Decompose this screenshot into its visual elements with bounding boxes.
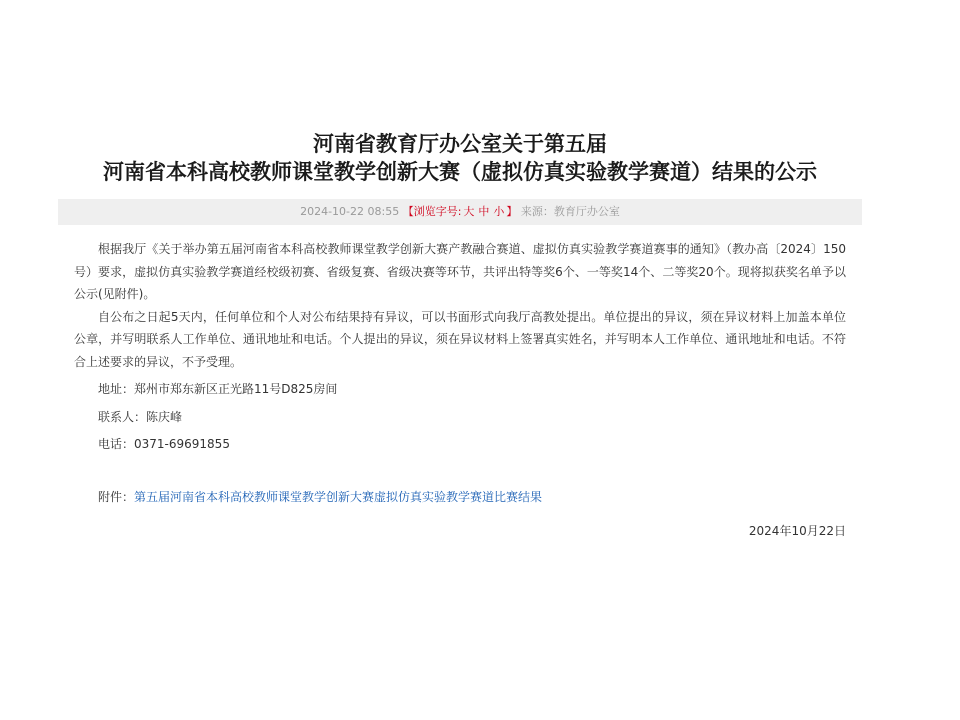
publish-datetime: 2024-10-22 08:55 bbox=[300, 205, 400, 218]
signature-date: 2024年10月22日 bbox=[748, 524, 846, 538]
article-title bbox=[58, 130, 862, 186]
title-line-1: 河南省教育厅办公室关于第五届 bbox=[313, 132, 607, 156]
article-meta-bar bbox=[58, 199, 862, 225]
attachment-link[interactable]: 第五届河南省本科高校教师课堂教学创新大赛虚拟仿真实验教学赛道比赛结果 bbox=[134, 489, 543, 504]
paragraph-objection: 自公布之日起5天内，任何单位和个人对公布结果持有异议，可以书面形式向我厅高教处提出。单位提出的异议，须在异议材料上加盖本单位公章，并写明联系人工作单位、通讯地址和电话。个人提出的异议，须在异议材料上签署真实姓名，并写明本人工作单位、通讯地址和电话。不符合上述要求的异议，不予受理。 bbox=[74, 309, 846, 369]
article-body bbox=[58, 238, 862, 543]
contact-person: 联系人：陈庆峰 bbox=[98, 409, 183, 424]
article-source: 来源：教育厅办公室 bbox=[520, 205, 620, 218]
article bbox=[58, 130, 862, 555]
font-size-label: 【浏览字号: bbox=[402, 205, 462, 218]
attachment-row bbox=[74, 486, 846, 509]
attachment-label: 附件： bbox=[98, 489, 135, 504]
paragraph-announcement: 根据我厅《关于举办第五届河南省本科高校教师课堂教学创新大赛产教融合赛道、虚拟仿真实验教学赛道赛事的通知》（教办高〔2024〕150号）要求，虚拟仿真实验教学赛道经校级初赛、省级复赛、省级决赛等环节，共评出特等奖6个、一等奖14个、二等奖20个。现将拟获奖名单予以公示(见附件)。 bbox=[74, 242, 846, 301]
title-line-2: 河南省本科高校教师课堂教学创新大赛（虚拟仿真实验教学赛道）结果的公示 bbox=[103, 160, 817, 184]
font-size-bracket-close: 】 bbox=[506, 205, 518, 218]
font-size-small-button[interactable]: 小 bbox=[493, 205, 505, 218]
contact-phone: 电话：0371-69691855 bbox=[98, 437, 230, 451]
contact-address: 地址：郑州市郑东新区正光路11号D825房间 bbox=[98, 382, 338, 396]
font-size-medium-button[interactable]: 中 bbox=[478, 205, 490, 218]
font-size-large-button[interactable]: 大 bbox=[463, 205, 475, 218]
